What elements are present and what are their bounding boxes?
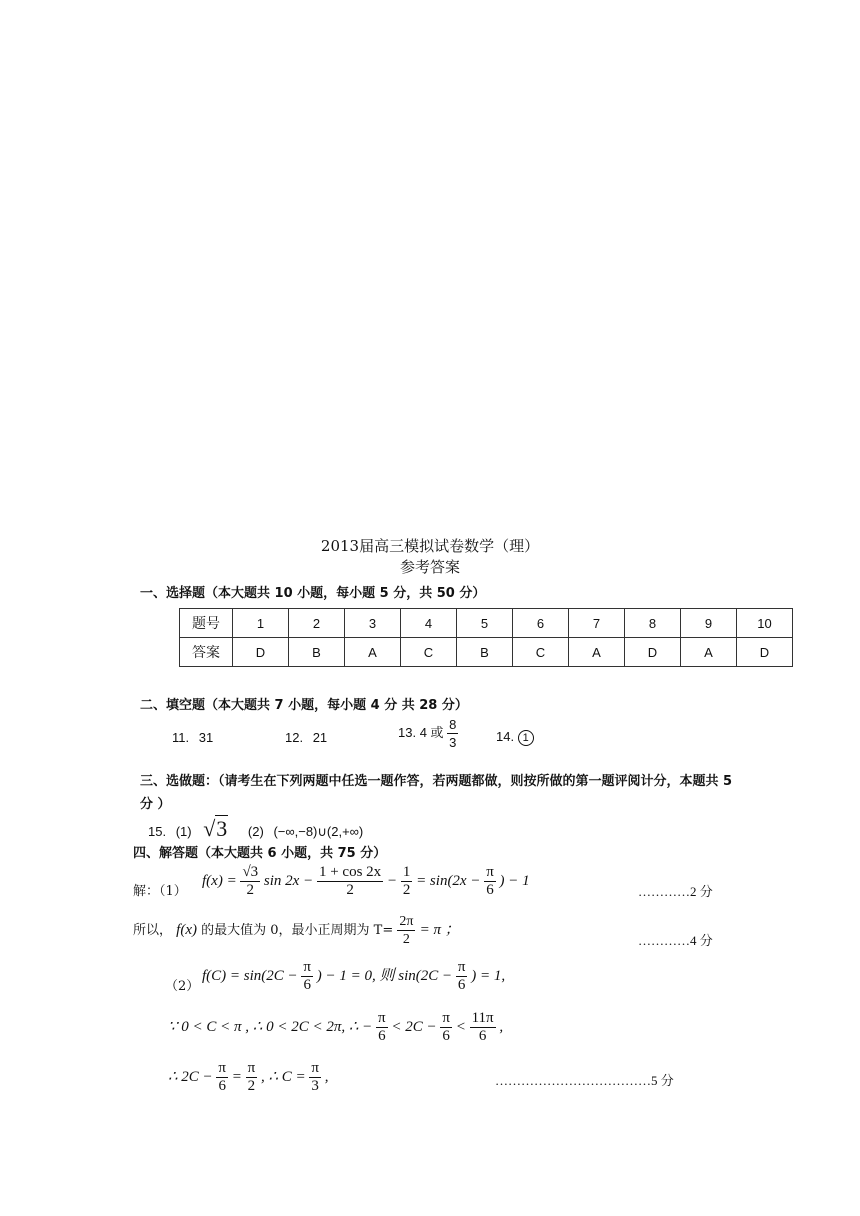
part-label: (1): [175, 824, 192, 839]
table-cell: C: [513, 638, 569, 667]
table-cell: A: [569, 638, 625, 667]
table-cell: A: [681, 638, 737, 667]
score-marker: …………2 分: [638, 884, 713, 899]
page-title: 2013届高三模拟试卷数学（理）: [320, 537, 540, 555]
table-cell: D: [233, 638, 289, 667]
answer-table: [179, 608, 793, 667]
fill-answer-12: [285, 730, 327, 745]
answer-value: 21: [312, 730, 328, 745]
score-marker: ………………………………5 分: [495, 1073, 674, 1088]
part-label: (2): [247, 824, 264, 839]
table-cell: 4: [401, 609, 457, 638]
table-cell: 9: [681, 609, 737, 638]
table-header-answer: 答案: [180, 638, 233, 667]
fraction-11pi-6: $\frac{11\pi}{6}$: [471, 1010, 494, 1044]
table-row: [180, 609, 793, 638]
equation-line-3: f(C) = sin(2C − $\frac{\pi}{6}$ ) − 1 = 0, 则 sin(2C − $\frac{\pi}{6}$ ) = 1,: [202, 959, 506, 993]
equation-line-2: 所以， f(x) 的最大值为 0，最小正周期为 T= $\frac{2\pi}{2}$ = π ；: [133, 914, 460, 947]
fraction-cos: $\frac{1 + \cos 2x}{2}$: [318, 864, 382, 898]
question-number: 11.: [172, 730, 190, 745]
fraction-8-3: $\frac{8}{3}$: [449, 717, 457, 750]
section4-heading: 四、解答题（本大题共 6 小题，共 75 分）: [133, 846, 387, 861]
sqrt-3: √3: [203, 816, 228, 841]
solution-label: 解：（1）: [133, 884, 187, 899]
table-cell: 3: [345, 609, 401, 638]
table-cell: 1: [233, 609, 289, 638]
fill-answer-14: [496, 729, 534, 746]
table-cell: 2: [289, 609, 345, 638]
question-number: 12.: [285, 730, 304, 745]
table-cell: A: [345, 638, 401, 667]
section2-heading: 二、填空题（本大题共 7 小题，每小题 4 分 共 28 分）: [140, 698, 468, 713]
answer-value: 4 或: [419, 724, 444, 740]
section3-heading-cont: 分 ）: [140, 797, 171, 812]
question-number: 14.: [496, 729, 515, 744]
table-header-question: 题号: [180, 609, 233, 638]
fraction-pi-6: $\frac{\pi}{6}$: [457, 959, 466, 993]
fraction-pi-2: $\frac{\pi}{2}$: [247, 1060, 256, 1094]
table-cell: 5: [457, 609, 513, 638]
fraction-pi-6: $\frac{\pi}{6}$: [442, 1010, 450, 1044]
table-cell: 10: [737, 609, 793, 638]
section1-heading: 一、选择题（本大题共 10 小题，每小题 5 分，共 50 分）: [140, 586, 486, 601]
fraction-pi-6: $\frac{\pi}{6}$: [303, 959, 311, 993]
fraction-pi-6: $\frac{\pi}{6}$: [486, 864, 494, 898]
fraction-2pi-2: $\frac{2\pi}{2}$: [399, 914, 414, 947]
fill-answer-13: [398, 716, 458, 751]
page-subtitle: 参考答案: [399, 558, 460, 576]
section3-heading: 三、选做题：（请考生在下列两题中任选一题作答，若两题都做，则按所做的第一题评阅计分，本题共 5: [140, 774, 733, 789]
fraction-half: $\frac{1}{2}$: [402, 864, 411, 898]
score-marker: …………4 分: [638, 933, 713, 948]
equation-line-4: ∵ 0 < C < π , ∴ 0 < 2C < 2π, ∴ − $\frac{\pi}{6}$ < 2C − $\frac{\pi}{6}$ < $\frac{11\pi}{6}$ ,: [168, 1010, 504, 1044]
circled-number-icon: 1: [518, 730, 534, 746]
fraction-pi-3: $\frac{\pi}{3}$: [311, 1060, 319, 1094]
fraction-pi-6: $\frac{\pi}{6}$: [378, 1010, 386, 1044]
table-cell: 7: [569, 609, 625, 638]
table-cell: 6: [513, 609, 569, 638]
equation-line-5: ∴ 2C − $\frac{\pi}{6}$ = $\frac{\pi}{2}$ , ∴ C = $\frac{\pi}{3}$ ,: [168, 1060, 329, 1094]
part-label: （2）: [165, 979, 200, 994]
table-cell: 8: [625, 609, 681, 638]
fill-answer-11: [172, 730, 213, 745]
question-number: 13.: [398, 724, 417, 740]
fraction-sqrt3-over-2: $\frac{√3}{2}$: [242, 864, 259, 898]
table-cell: D: [625, 638, 681, 667]
answer-value: (−∞,−8)∪(2,+∞): [273, 824, 364, 839]
fraction-pi-6: $\frac{\pi}{6}$: [218, 1060, 226, 1094]
equation-line-1: f(x) = $\frac{√3}{2}$ sin 2x − $\frac{1 + \cos 2x}{2}$ − $\frac{1}{2}$ = sin(2x − $\frac{\pi}{6}$ ) − 1: [202, 864, 530, 898]
table-row: [180, 638, 793, 667]
table-cell: B: [457, 638, 513, 667]
answer-value: 31: [198, 730, 214, 745]
table-cell: D: [737, 638, 793, 667]
elective-answer-15: [148, 816, 363, 842]
table-cell: B: [289, 638, 345, 667]
question-number: 15.: [148, 824, 167, 839]
table-cell: C: [401, 638, 457, 667]
